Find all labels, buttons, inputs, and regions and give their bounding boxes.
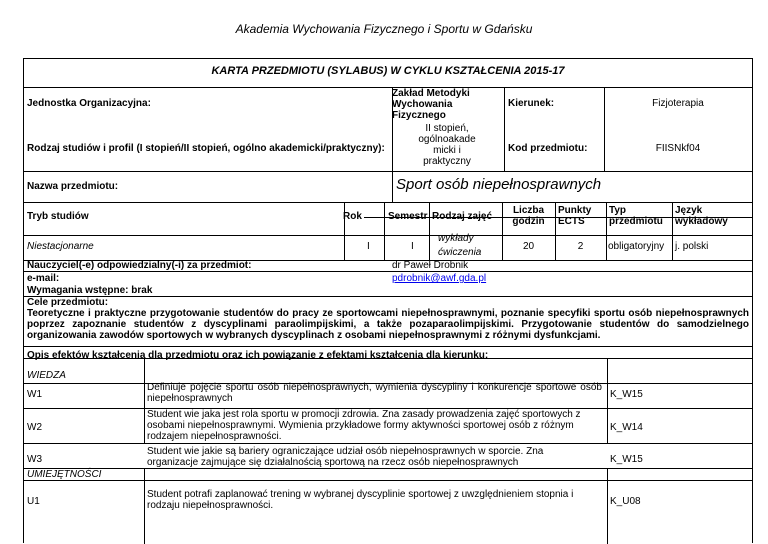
goals-label: Cele przedmiotu: [27,297,109,308]
th-hours: Liczba godzin [512,205,545,227]
email-link[interactable]: pdrobnik@awf.gda.pl [392,273,487,284]
td-ects: 2 [577,241,584,252]
td-class-exercise: ćwiczenia [438,247,482,258]
card-title: KARTA PRZEDMIOTU (SYLABUS) W CYKLU KSZTAŁCENIA 2015-17 [211,65,565,77]
th-class-type: Rodzaj zajęć [432,211,493,222]
td-mode: Niestacjonarne [27,241,94,252]
skills-label: UMIEJĘTNOŚCI [27,469,102,480]
th-type: Typ przedmiotu [609,205,663,227]
subject-label: Nazwa przedmiotu: [27,181,119,192]
code-value: FIISNkf04 [655,143,701,154]
direction-label: Kierunek: [508,98,555,109]
outcomes-title: Opis efektów kształcenia dla przedmiotu oraz ich powiązanie z efektami kształcenia dla kierunku: [27,350,489,361]
outcome-ref: K_U08 [610,496,641,507]
outcome-code: U1 [27,496,40,507]
th-ects: Punkty ECTS [558,205,592,227]
study-type-value: II stopień, ogólnoakade micki i praktyczny [418,123,476,167]
prerequisites: Wymagania wstępne: brak [27,285,153,296]
outcome-code: W1 [27,389,42,400]
subject-name: Sport osób niepełnosprawnych [396,176,602,193]
unit-value: Zakład Metodyki Wychowania Fizycznego [392,88,470,121]
outcome-text: Student wie jaka jest rola sportu w promocji zdrowia. Zna zasady prowadzenia zajęć sportowych z osobami niepełnosprawnymi. Wymienia przykładowe formy aktywności sportowej osób z różnym rodzajem niepełnosprawności. [147,409,581,442]
email-label: e-mail: [27,273,60,284]
th-year: Rok [343,211,362,222]
outcome-code: W3 [27,454,42,465]
td-language: j. polski [675,241,709,252]
td-year: I [367,241,370,252]
td-hours: 20 [522,241,535,252]
goals-text: Teoretyczne i praktyczne przygotowanie studentów do pracy ze sportowcami niepełnosprawnymi, poznanie specyfiki sportu osób niepełnosprawnych poprzez zapoznanie studentów z dyscyplinami paraolimpijskimi, a także pozaparaolimpijskimi. Przygotowanie studentów do samodzielnego organizowania zawodów sportowych w wybranych dyscyplinach z osobami niepełnosprawnymi z różnymi dysfunkcjami. [27,308,749,341]
outcome-ref: K_W15 [610,454,643,465]
th-language: Język wykładowy [675,205,728,227]
th-semester: Semestr [388,211,428,222]
outcome-text: Student wie jakie są bariery ograniczające udział osób niepełnosprawnych w sporcie. Zna organizacje zajmujące się działalnością sportową na rzecz osób niepełnosprawnych [147,446,544,468]
study-type-label: Rodzaj studiów i profil (I stopień/II stopień, ogólno akademicki/praktyczny): [27,143,385,154]
td-class-lecture: wykłady [438,233,474,244]
knowledge-label: WIEDZA [27,370,66,381]
syllabus-table [23,58,753,543]
outcome-code: W2 [27,422,42,433]
direction-value: Fizjoterapia [652,98,704,109]
code-label: Kod przedmiotu: [508,143,588,154]
outcome-text: Student potrafi zaplanować trening w wybranej dyscyplinie sportowej z uwzględnieniem stopnia i rodzaju niepełnosprawności. [147,489,574,511]
outcome-text: Definiuje pojęcie sportu osób niepełnosprawnych, wymienia dyscypliny i konkurencje sportowe osób niepełnosprawnych [147,382,602,404]
unit-label: Jednostka Organizacyjna: [27,98,151,109]
teacher-label: Nauczyciel(-e) odpowiedzialny(-i) za przedmiot: [27,260,252,271]
outcome-ref: K_W15 [610,389,643,400]
page-header: Akademia Wychowania Fizycznego i Sportu w Gdańsku [235,22,533,36]
td-type: obligatoryjny [608,241,665,252]
th-mode: Tryb studiów [27,211,89,222]
td-semester: I [411,241,414,252]
teacher-name: dr Paweł Drobnik [392,260,469,271]
outcome-ref: K_W14 [610,422,643,433]
